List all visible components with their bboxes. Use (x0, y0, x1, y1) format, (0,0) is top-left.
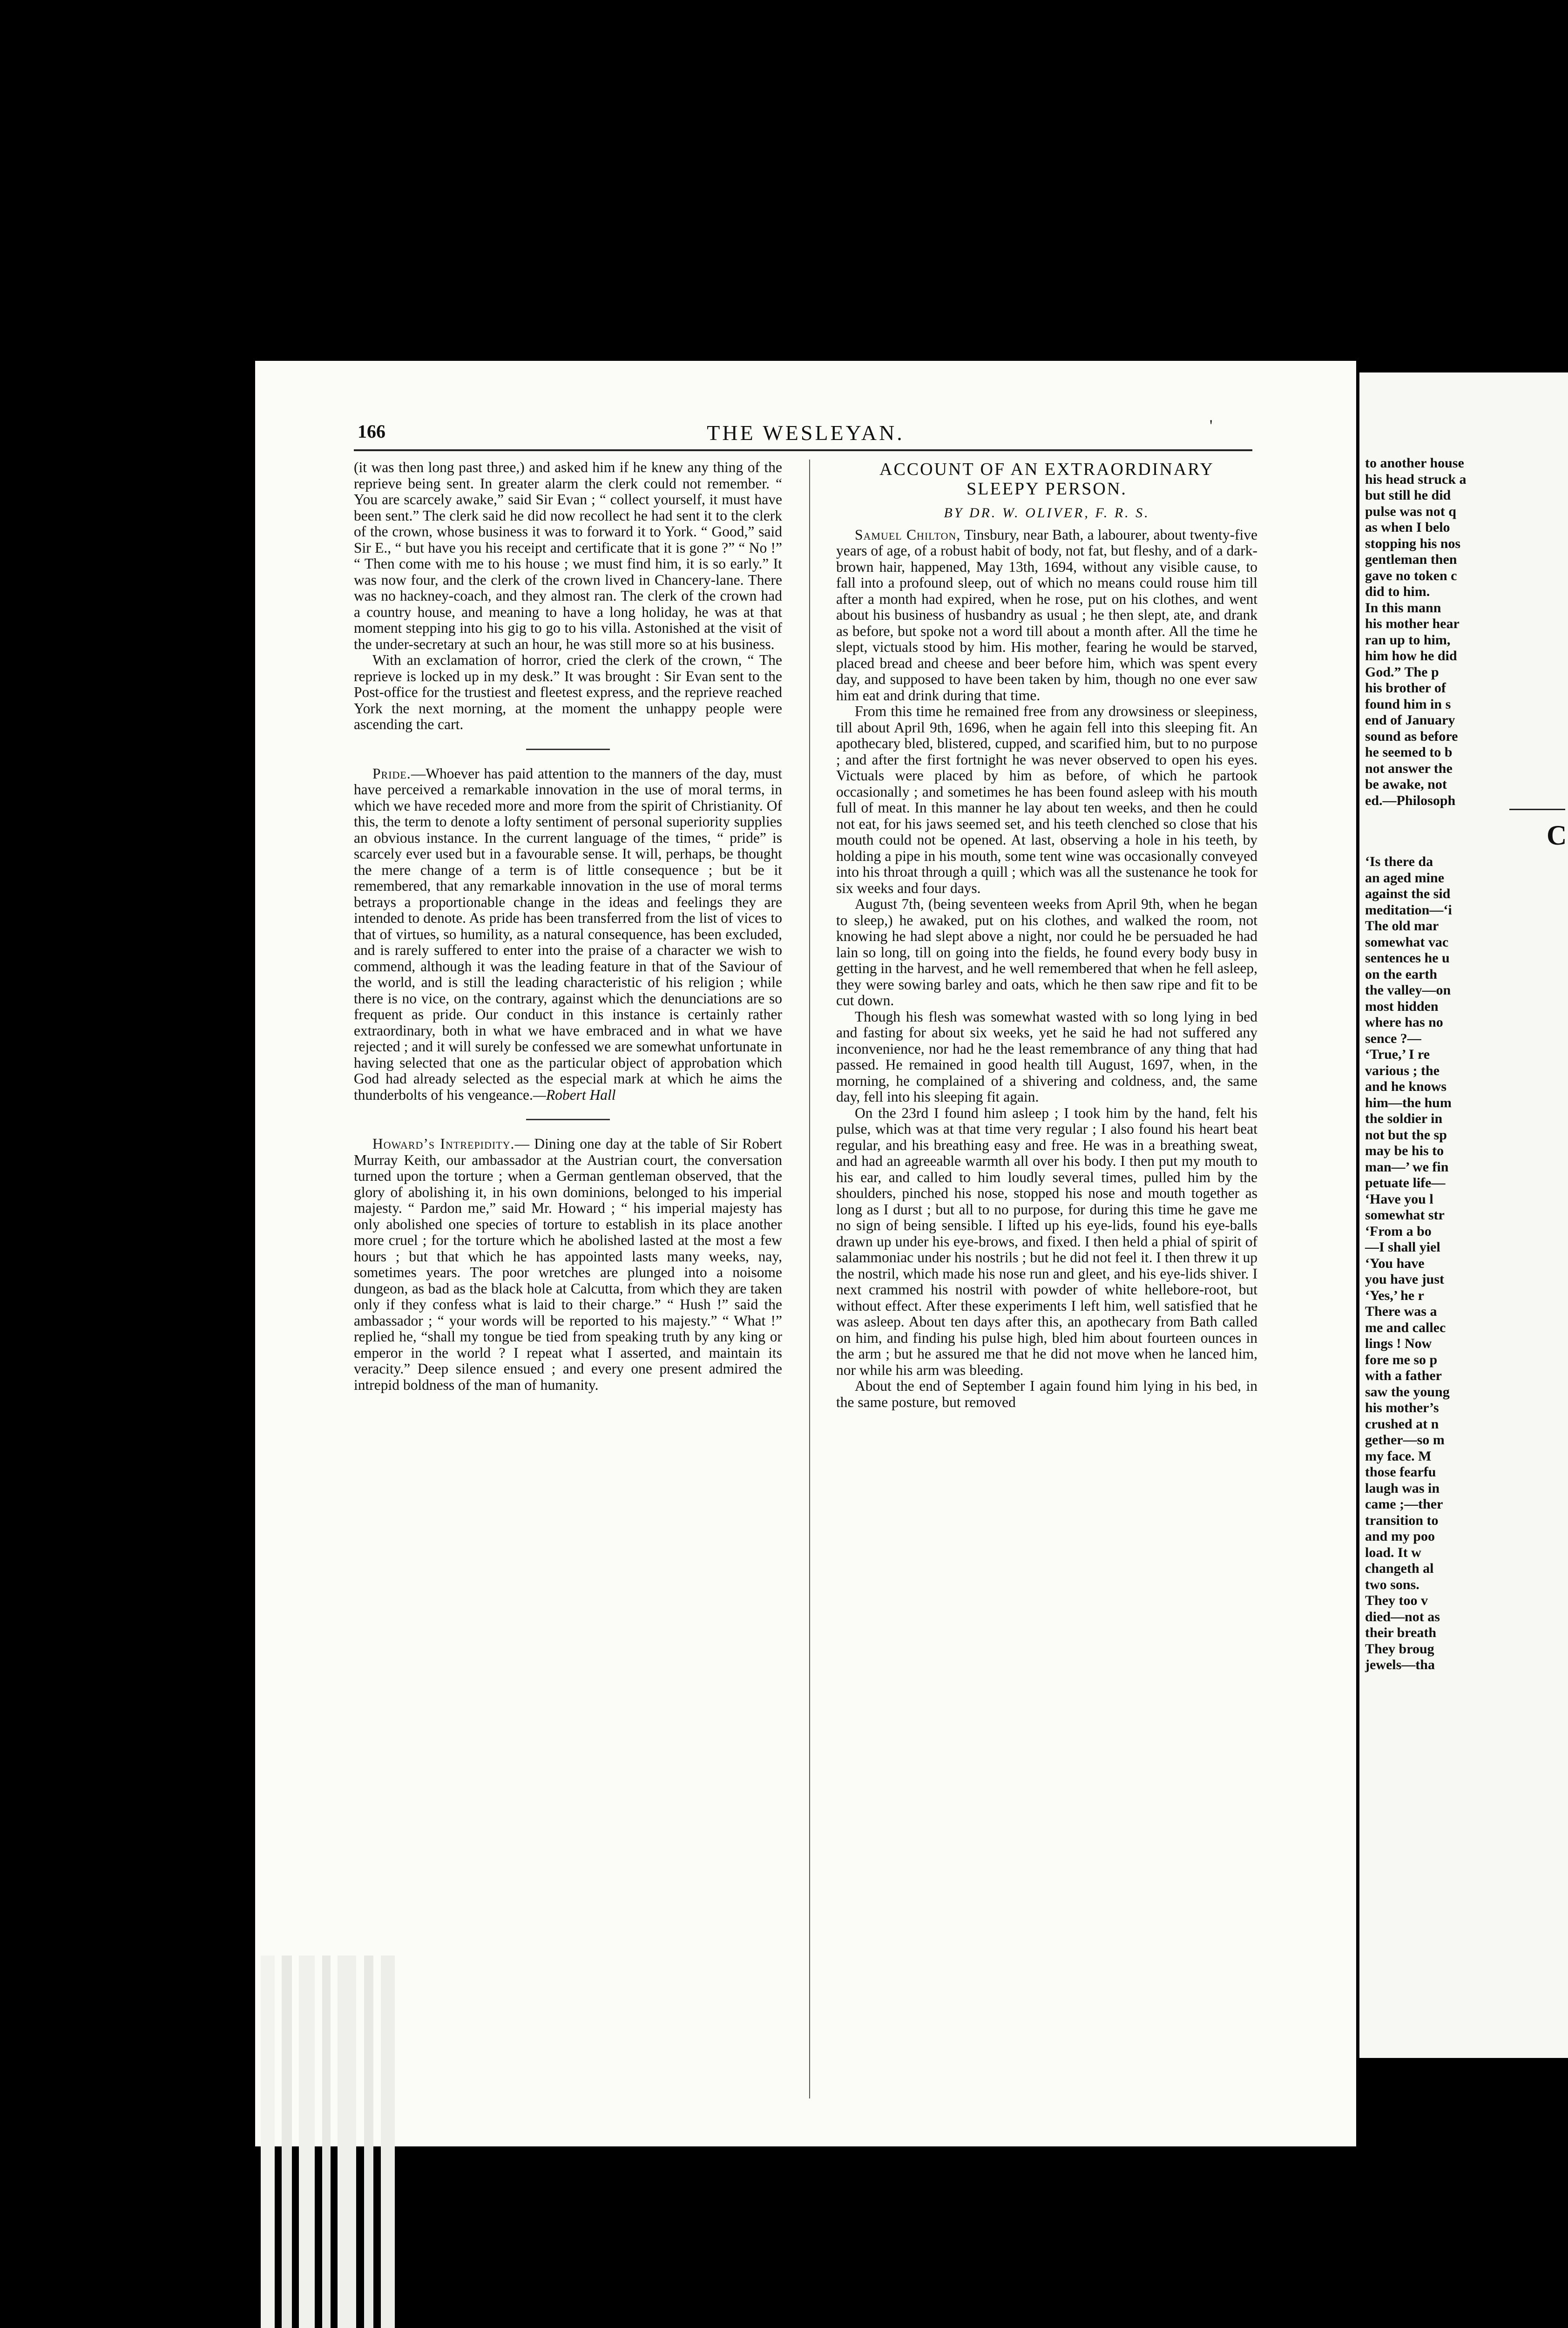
sleepy-paragraph-4: Though his flesh was somewhat wasted with so long lying in bed and fasting for about six weeks, yet he said he had not suffered any inconvenience, nor had he the least remembrance of any thing that had passed. He remained in good health till August, 1697, when, in the morning, he complained of a shivering and coldness, and, the same day, fell into his sleeping fit again. (836, 1008, 1257, 1105)
right-line: on the earth (1365, 966, 1437, 982)
right-line: an aged mine (1365, 870, 1445, 886)
right-line: sence ?— (1365, 1030, 1421, 1046)
reprieve-paragraph-1: (it was then long past three,) and asked him if he knew any thing of the reprieve being sent. In greater alarm the clerk could not remember. “ You are scarcely awake,” said Sir Evan ; “ collect yourself, it must have been sent.” The clerk said he did now recollect he had sent it to the clerk of the crown, whose business it was to forward it to York. “ Good,” said Sir E., “ but have you his receipt and certificate that it is gone ?” “ No !” “ Then come with me to his house ; we must find him, it is so early.” It was now four, and the clerk of the crown lived in Chancery-lane. There was no hackney-coach, and they almost ran. The clerk of the crown had a country house, and meaning to have a long holiday, he was at that moment stepping into his gig to go to his villa. Astonished at the visit of the under-secretary at such an hour, he was still more so at his business. (354, 459, 782, 652)
right-line: his mother hear (1365, 616, 1460, 631)
right-line: petuate life— (1365, 1175, 1446, 1191)
right-line: meditation—‘i (1365, 902, 1452, 918)
right-line: but still he did (1365, 487, 1451, 503)
right-line: may be his to (1365, 1143, 1444, 1158)
right-line: his brother of (1365, 680, 1446, 696)
right-line: man—’ we fin (1365, 1159, 1449, 1175)
right-line: sound as before (1365, 728, 1458, 744)
drop-letter: C (1547, 820, 1567, 851)
sleepy-paragraph-3: August 7th, (being seventeen weeks from April 9th, when he began to sleep,) he awaked, put on his clothes, and walked the room, not knowing he had slept above a night, nor could he be persuaded he had lain so long, till on going into the fields, he found every body busy in getting in the harvest, and he well remembered that when he fell asleep, they were sowing barley and oats, which he then saw ripe and fit to be cut down. (836, 896, 1257, 1008)
right-line: came ;—ther (1365, 1496, 1443, 1512)
right-line: end of January (1365, 712, 1455, 728)
right-line: pulse was not q (1365, 503, 1456, 519)
right-line: died—not as (1365, 1609, 1440, 1624)
sleepy-paragraph-2: From this time he remained free from any drowsiness or sleepiness, till about April 9th, 1696, when he again fell into this sleeping fit. An apothecary bled, blistered, cupped, and scarified him, but to no purpose ; and after the first fortnight he was never observed to open his eyes. Victuals were placed by him as before, of which he partook occasionally ; and sometimes he has been found asleep with his mouth full of meat. In this manner he lay about ten weeks, and then he could not eat, for his jaws seemed set, and his teeth clenched so close that his mouth could not be opened. At last, observing a hole in his teeth, by holding a pipe in his mouth, some tent wine was occasionally conveyed into his throat through a quill ; which was all the sustenance he took for six weeks and four days. (836, 703, 1257, 896)
right-line: their breath (1365, 1625, 1437, 1640)
right-line: ‘You have (1365, 1255, 1425, 1271)
right-line: somewhat str (1365, 1207, 1445, 1223)
right-line: not answer the (1365, 760, 1453, 776)
right-line: ‘Is there da (1365, 854, 1433, 869)
article-title-line-2: SLEEPY PERSON. (966, 479, 1127, 499)
right-line: him how he did (1365, 648, 1457, 663)
right-page (1359, 372, 1568, 2058)
article-byline: BY DR. W. OLIVER, F. R. S. (944, 505, 1150, 521)
right-line: ‘Have you l (1365, 1191, 1433, 1207)
right-separator (1509, 809, 1565, 821)
reprieve-paragraph-2: With an exclamation of horror, cried the clerk of the crown, “ The reprieve is locked up in my desk.” It was brought : Sir Evan sent to the Post-office for the trustiest and fleetest express, and the reprieve reached York the next morning, at the moment the unhappy people were ascending the cart. (354, 652, 782, 732)
right-line: the valley—on (1365, 982, 1451, 998)
right-line: and he knows (1365, 1079, 1447, 1094)
right-line: gentleman then (1365, 552, 1457, 567)
left-column (354, 460, 782, 1393)
right-line: not but the sp (1365, 1127, 1447, 1143)
right-line: gave no token c (1365, 568, 1457, 583)
right-line: you have just (1365, 1272, 1445, 1287)
pride-heading: Pride. (372, 765, 411, 782)
right-line: They broug (1365, 1641, 1434, 1657)
right-line: load. It w (1365, 1544, 1421, 1560)
right-line: ‘From a bo (1365, 1223, 1432, 1239)
right-line: In this mann (1365, 600, 1441, 616)
right-line: most hidden (1365, 998, 1439, 1014)
right-line: ‘Yes,’ he r (1365, 1287, 1424, 1303)
right-line: stopping his nos (1365, 535, 1461, 551)
right-line: —I shall yiel (1365, 1239, 1440, 1255)
right-line: to another house (1365, 455, 1464, 471)
right-line: his head struck a (1365, 471, 1467, 487)
right-line: his mother’s (1365, 1400, 1439, 1415)
howard-heading: Howard’s Intrepidity. (372, 1136, 515, 1152)
right-line: ed.—Philosoph (1365, 792, 1456, 808)
right-line: The old mar (1365, 918, 1439, 934)
page-number: 166 (358, 421, 385, 442)
pride-paragraph (354, 766, 782, 1103)
left-page (255, 361, 1356, 2146)
right-line: ran up to him, (1365, 632, 1451, 648)
right-line: various ; the (1365, 1062, 1440, 1078)
right-line: where has no (1365, 1015, 1443, 1030)
right-line: against the sid (1365, 886, 1451, 901)
right-page-text (1365, 455, 1568, 1673)
right-line: with a father (1365, 1368, 1442, 1383)
howard-paragraph (354, 1136, 782, 1393)
sleepy-paragraph-5: On the 23rd I found him asleep ; I took him by the hand, felt his pulse, which was at that time very regular ; I also found his heart beat regular, and his breathing easy and free. He was in a breathing sweat, and had an agreeable warmth all over his body. I then put my mouth to his ear, and called to him loudly several times, pulled him by the shoulders, pinched his nose, stopped his nose and mouth together as long as I durst ; but all to no purpose, for during this time he gave me no sign of being sensible. I lifted up his eye-lids, found his eye-balls drawn up under his eye-brows, and fixed. I then held a phial of spirit of salammoniac under his nostrils ; but he did not feel it. I then threw it up the nostril, which made his nose run and gleet, and his eye-lids shiver. I next crammed his nostril with powder of white hellebore-root, but without effect. After these experiments I left him, well satisfied that he was asleep. About ten days after this, an apothecary from Bath called on him, and finding his pulse high, bled him about fourteen ounces in the arm ; but he assured me that he did not move when he lanced him, nor while his arm was bleeding. (836, 1104, 1257, 1378)
right-line: found him in s (1365, 696, 1451, 712)
article-title (836, 460, 1257, 499)
header-rule (354, 449, 1252, 451)
right-line: gether—so m (1365, 1432, 1445, 1448)
running-title: THE WESLEYAN. (707, 421, 905, 445)
article-title-line-1: ACCOUNT OF AN EXTRAORDINARY (879, 460, 1214, 479)
column-divider (809, 460, 810, 2098)
right-line: and my poo (1365, 1529, 1435, 1544)
right-line: him—the hum (1365, 1095, 1452, 1110)
middle-column (836, 460, 1257, 1410)
page-header (255, 416, 1356, 448)
right-line: laugh was in (1365, 1480, 1440, 1496)
right-line: as when I belo (1365, 520, 1450, 535)
right-line: he seemed to b (1365, 744, 1453, 760)
print-mark: ' (1210, 416, 1213, 435)
right-line: my face. M (1365, 1448, 1432, 1464)
right-line: ‘True,’ I re (1365, 1047, 1430, 1062)
section-separator (526, 749, 610, 750)
scanner-clip-artifact (261, 1956, 410, 2328)
right-line: the soldier in (1365, 1111, 1443, 1126)
right-line: jewels—tha (1365, 1657, 1435, 1672)
right-line: somewhat vac (1365, 934, 1449, 950)
right-line: sentences he u (1365, 950, 1450, 966)
right-line: those fearfu (1365, 1464, 1436, 1480)
sleepy-paragraph-6: About the end of September I again found him lying in his bed, in the same posture, but removed (836, 1378, 1257, 1410)
right-line: transition to (1365, 1512, 1439, 1528)
right-line: saw the young (1365, 1384, 1450, 1400)
right-line: They too v (1365, 1593, 1428, 1608)
right-line: two sons. (1365, 1577, 1419, 1592)
right-line: crushed at n (1365, 1416, 1439, 1432)
lead-name: Samuel Chilton, (855, 526, 961, 543)
sleepy-paragraph-1 (836, 527, 1257, 704)
right-line: God.” The p (1365, 664, 1439, 680)
howard-body: — Dining one day at the table of Sir Robert Murray Keith, our ambassador at the Austrian court, the conversation turned upon the torture ; when a German gentleman observed, that the glory of abolishing it, in his own dominions, belonged to his imperial majesty. “ Pardon me,” said Mr. Howard ; “ his imperial majesty has only abolished one species of torture to establish in its place another more cruel ; for the torture which he abolished lasted at the most a few hours ; but that which he has appointed lasts many weeks, nay, sometimes years. The poor wretches are plunged into a noisome dungeon, as bad as the black hole at Calcutta, from which they are taken only if they confess what is laid to their charge.” “ Hush !” said the ambassador ; “ your words will be reported to his majesty.” “ What !” replied he, “shall my tongue be tied from speaking truth by any king or emperor in the world ? I repeat what I asserted, and maintain its veracity.” Deep silence ensued ; and every one present admired the intrepid boldness of the man of humanity. (354, 1136, 782, 1393)
right-line: me and callec (1365, 1320, 1446, 1335)
right-line: There was a (1365, 1304, 1437, 1319)
right-line: changeth al (1365, 1561, 1434, 1576)
right-line: fore me so p (1365, 1352, 1438, 1367)
sleepy-paragraph-1-body: Tinsbury, near Bath, a labourer, about twenty-five years of age, of a robust habit of body, not fat, but fleshy, and of a dark-brown hair, happened, May 13th, 1694, without any visible cause, to fall into a profound sleep, out of which no means could rouse him till after a month had expired, when he rose, put on his clothes, and went about his business of husbandry as usual ; he then slept, ate, and drank as before, but spoke not a word till about a month after. All the time he slept, victuals stood by him. His mother, fearing he would be starved, placed bread and cheese and beer before him, which was spent every day, and supposed to have been taken by him, though no one ever saw him eat and drink during that time. (836, 526, 1257, 704)
right-line: did to him. (1365, 584, 1430, 599)
right-line: be awake, not (1365, 777, 1447, 792)
pride-body: —Whoever has paid attention to the manners of the day, must have perceived a remarkable innovation in the use of moral terms, in which we have receded more and more from the spirit of Christianity. Of this, the term to denote a lofty sentiment of personal superiority supplies an obvious instance. In the current language of the times, “ pride” is scarcely ever used but in a favourable sense. It will, perhaps, be thought the mere change of a term is of little consequence ; but be it remembered, that any remarkable innovation in the use of moral terms betrays a proportionable change in the ideas and feelings they are intended to denote. As pride has been transferred from the list of vices to that of virtues, so humility, as a natural consequence, has been excluded, and is rarely suffered to enter into the praise of a character we wish to commend, although it was the leading feature in that of the Saviour of the world, and is still the leading characteristic of his religion ; while there is no vice, on the contrary, against which the denunciations are so frequent as pride. Our conduct in this instance is certainly rather extraordinary, both in what we have embraced and in what we have rejected ; and it will surely be confessed we are somewhat unfortunate in having selected that one as the particular object of approbation which God had already selected as the especial mark at which he aims the thunderbolts of his vengeance. (354, 765, 782, 1103)
right-line: lings ! Now (1365, 1336, 1432, 1351)
pride-attribution: —Robert Hall (533, 1086, 616, 1103)
section-separator (526, 1119, 610, 1120)
